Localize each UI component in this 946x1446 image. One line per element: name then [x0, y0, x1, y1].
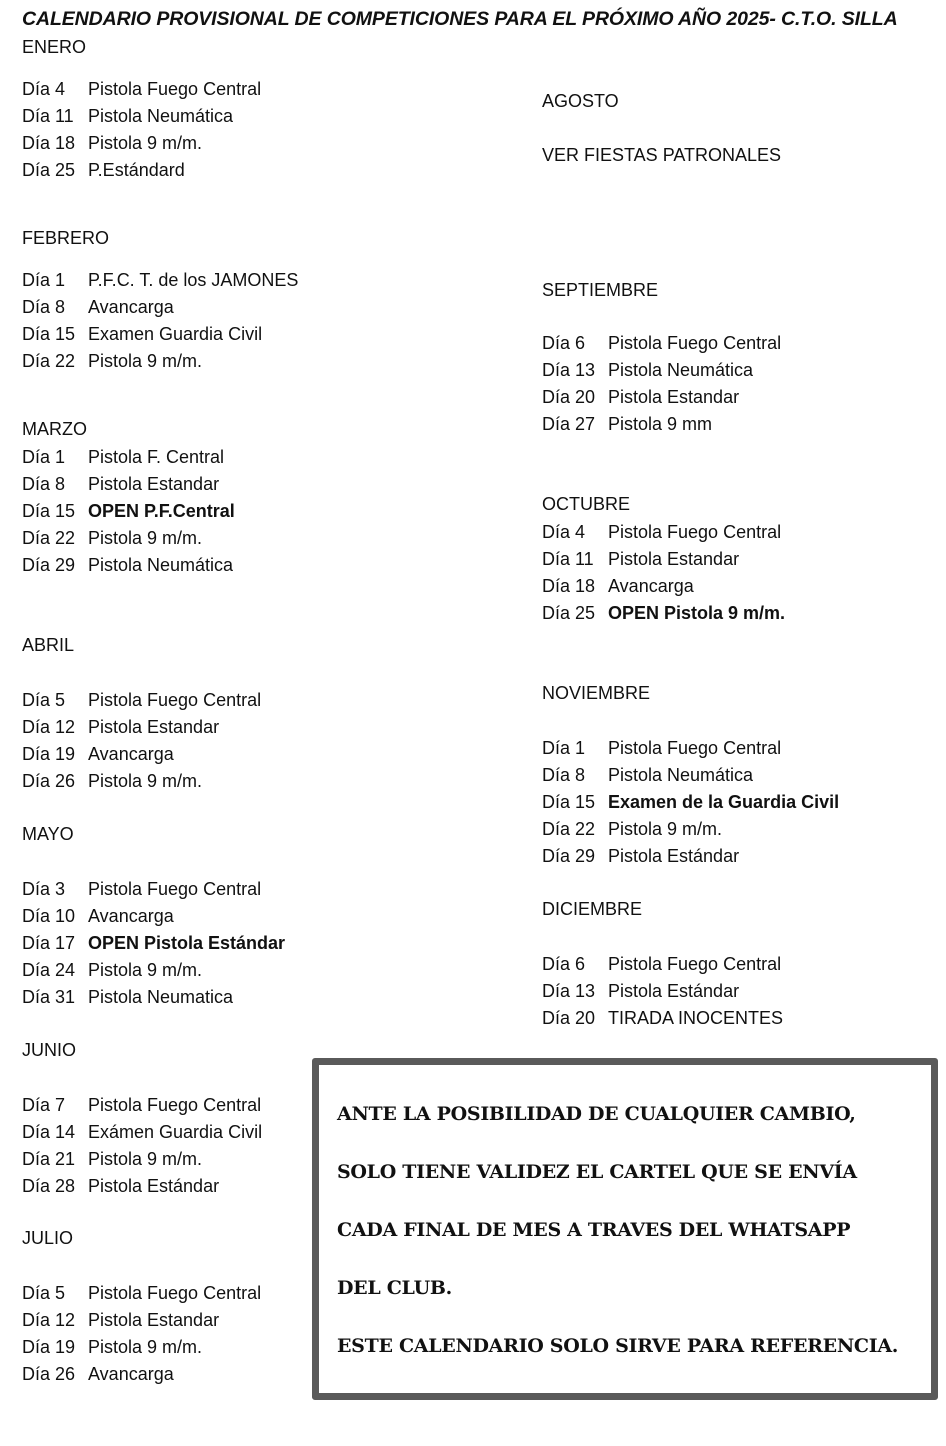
event-row	[22, 1148, 202, 1170]
event-row	[22, 159, 185, 181]
month-heading-octubre: OCTUBRE	[542, 494, 631, 514]
event-name: P.F.C. T. de los JAMONES	[88, 270, 299, 290]
event-day: Día 5	[22, 1283, 66, 1303]
event-day: Día 11	[22, 106, 74, 126]
month-heading-junio: JUNIO	[22, 1040, 76, 1060]
event-day: Día 6	[542, 954, 586, 974]
event-row	[22, 1363, 174, 1385]
event-day: Día 14	[22, 1122, 76, 1142]
event-day: Día 28	[22, 1176, 76, 1196]
event-day: Día 15	[22, 501, 76, 521]
event-day: Día 26	[22, 1364, 76, 1384]
event-day: Día 22	[542, 819, 596, 839]
page-title: CALENDARIO PROVISIONAL DE COMPETICIONES PARA EL PRÓXIMO AÑO 2025- C.T.O. SILLA	[22, 8, 898, 30]
notice-line: ANTE LA POSIBILIDAD DE CUALQUIER CAMBIO,	[337, 1103, 856, 1125]
event-row	[22, 1094, 261, 1116]
event-name: Avancarga	[608, 576, 694, 596]
event-row	[542, 764, 753, 786]
event-row	[22, 269, 298, 291]
event-day: Día 10	[22, 906, 76, 926]
event-name: Pistola Neumática	[608, 360, 754, 380]
month-heading-agosto: AGOSTO	[542, 91, 619, 111]
event-name: Avancarga	[88, 297, 174, 317]
event-name: Pistola 9 m/m.	[88, 960, 203, 980]
event-row	[22, 78, 261, 100]
notice-line: SOLO TIENE VALIDEZ EL CARTEL QUE SE ENVÍA	[337, 1161, 857, 1183]
month-heading-febrero: FEBRERO	[22, 228, 110, 248]
event-row	[22, 932, 285, 954]
event-name: Pistola Estandar	[88, 717, 220, 737]
event-row	[542, 818, 722, 840]
event-name: Pistola Fuego Central	[608, 738, 782, 758]
event-day: Día 3	[22, 879, 66, 899]
event-day: Día 1	[542, 738, 586, 758]
event-day: Día 4	[542, 522, 586, 542]
event-name: Pistola Fuego Central	[88, 879, 262, 899]
event-day: Día 13	[542, 360, 596, 380]
event-row	[22, 527, 202, 549]
event-row	[22, 1309, 219, 1331]
event-day: Día 8	[22, 474, 66, 494]
event-day: Día 15	[22, 324, 76, 344]
event-row	[542, 602, 785, 624]
event-day: Día 19	[22, 744, 76, 764]
event-name: P.Estándard	[88, 160, 185, 180]
month-heading-noviembre: NOVIEMBRE	[542, 683, 651, 703]
month-heading-enero: ENERO	[22, 37, 87, 57]
event-name: Pistola 9 m/m.	[88, 351, 203, 371]
event-day: Día 15	[542, 792, 596, 812]
event-name: Exámen Guardia Civil	[88, 1122, 263, 1142]
event-name: Examen de la Guardia Civil	[608, 792, 840, 812]
event-name: Examen Guardia Civil	[88, 324, 263, 344]
notice-line: ESTE CALENDARIO SOLO SIRVE PARA REFERENCIA.	[337, 1335, 899, 1357]
month-heading-abril: ABRIL	[22, 635, 75, 655]
event-day: Día 25	[22, 160, 76, 180]
event-row	[22, 296, 174, 318]
event-row	[22, 105, 233, 127]
event-day: Día 29	[22, 555, 76, 575]
month-heading-julio: JULIO	[22, 1228, 74, 1248]
event-row	[542, 548, 739, 570]
notice-line: CADA FINAL DE MES A TRAVES DEL WHATSAPP	[337, 1219, 851, 1241]
month-heading-marzo: MARZO	[22, 419, 87, 439]
event-name: Pistola Neumática	[88, 555, 234, 575]
event-row	[22, 743, 174, 765]
event-row	[542, 521, 781, 543]
event-name: Pistola Estandar	[608, 387, 740, 407]
month-heading-diciembre: DICIEMBRE	[542, 899, 643, 919]
event-name: Pistola Fuego Central	[608, 954, 782, 974]
event-name: Pistola Fuego Central	[608, 522, 782, 542]
event-row	[22, 132, 202, 154]
event-row	[542, 953, 781, 975]
event-row	[542, 791, 839, 813]
event-day: Día 20	[542, 1008, 596, 1028]
event-name: Pistola Estándar	[608, 981, 740, 1001]
event-row	[22, 446, 224, 468]
event-row	[542, 1007, 783, 1029]
event-row	[22, 1282, 261, 1304]
event-name: Pistola Estándar	[88, 1176, 220, 1196]
event-day: Día 7	[22, 1095, 66, 1115]
event-name: Pistola Neumática	[88, 106, 234, 126]
event-row	[22, 959, 202, 981]
notice-line: DEL CLUB.	[337, 1277, 452, 1299]
notice-box	[312, 1058, 938, 1400]
event-name: OPEN Pistola Estándar	[88, 933, 286, 953]
event-row	[22, 350, 202, 372]
agosto-note: VER FIESTAS PATRONALES	[542, 145, 782, 165]
event-row	[22, 1336, 202, 1358]
event-day: Día 25	[542, 603, 596, 623]
event-name: Pistola 9 mm	[608, 414, 713, 434]
event-name: Pistola 9 m/m.	[88, 1149, 203, 1169]
event-row	[22, 770, 202, 792]
event-name: Pistola 9 m/m.	[608, 819, 723, 839]
event-row	[22, 716, 219, 738]
event-name: Pistola 9 m/m.	[88, 771, 203, 791]
event-name: OPEN P.F.Central	[88, 501, 235, 521]
event-name: Pistola 9 m/m.	[88, 528, 203, 548]
event-row	[542, 413, 712, 435]
event-name: Pistola Fuego Central	[88, 79, 262, 99]
event-row	[22, 500, 235, 522]
event-name: Avancarga	[88, 906, 174, 926]
event-day: Día 1	[22, 270, 66, 290]
event-day: Día 4	[22, 79, 66, 99]
event-day: Día 11	[542, 549, 594, 569]
event-name: Pistola 9 m/m.	[88, 133, 203, 153]
event-day: Día 18	[22, 133, 76, 153]
event-row	[542, 980, 739, 1002]
month-heading-mayo: MAYO	[22, 824, 74, 844]
event-day: Día 12	[22, 1310, 76, 1330]
event-day: Día 31	[22, 987, 76, 1007]
event-name: Pistola Estandar	[88, 1310, 220, 1330]
event-row	[22, 986, 233, 1008]
event-day: Día 6	[542, 333, 586, 353]
event-name: Pistola Fuego Central	[88, 1283, 262, 1303]
event-row	[22, 1175, 219, 1197]
event-row	[542, 575, 694, 597]
event-day: Día 1	[22, 447, 66, 467]
event-row	[22, 323, 262, 345]
event-name: Avancarga	[88, 1364, 174, 1384]
event-day: Día 29	[542, 846, 596, 866]
event-row	[542, 386, 739, 408]
event-day: Día 26	[22, 771, 76, 791]
event-name: Avancarga	[88, 744, 174, 764]
event-row	[22, 473, 219, 495]
event-day: Día 13	[542, 981, 596, 1001]
event-day: Día 22	[22, 528, 76, 548]
event-row	[22, 905, 174, 927]
event-day: Día 8	[542, 765, 586, 785]
event-name: Pistola Estándar	[608, 846, 740, 866]
event-day: Día 17	[22, 933, 76, 953]
event-name: Pistola Fuego Central	[608, 333, 782, 353]
event-name: OPEN Pistola 9 m/m.	[608, 603, 786, 623]
event-row	[22, 1121, 262, 1143]
event-row	[542, 737, 781, 759]
event-day: Día 5	[22, 690, 66, 710]
event-day: Día 21	[22, 1149, 76, 1169]
event-row	[542, 332, 781, 354]
event-name: TIRADA INOCENTES	[608, 1008, 784, 1028]
event-name: Pistola Fuego Central	[88, 1095, 262, 1115]
event-row	[22, 878, 261, 900]
event-name: Pistola Neumática	[608, 765, 754, 785]
event-row	[542, 359, 753, 381]
event-name: Pistola Estandar	[88, 474, 220, 494]
event-row	[22, 689, 261, 711]
event-name: Pistola Neumatica	[88, 987, 234, 1007]
event-day: Día 20	[542, 387, 596, 407]
event-name: Pistola Fuego Central	[88, 690, 262, 710]
event-day: Día 27	[542, 414, 596, 434]
event-day: Día 8	[22, 297, 66, 317]
month-heading-septiembre: SEPTIEMBRE	[542, 280, 659, 300]
event-day: Día 18	[542, 576, 596, 596]
event-name: Pistola 9 m/m.	[88, 1337, 203, 1357]
event-day: Día 22	[22, 351, 76, 371]
event-row	[22, 554, 233, 576]
event-day: Día 12	[22, 717, 76, 737]
event-row	[542, 845, 739, 867]
event-name: Pistola Estandar	[608, 549, 740, 569]
event-name: Pistola F. Central	[88, 447, 225, 467]
event-day: Día 19	[22, 1337, 76, 1357]
event-day: Día 24	[22, 960, 76, 980]
